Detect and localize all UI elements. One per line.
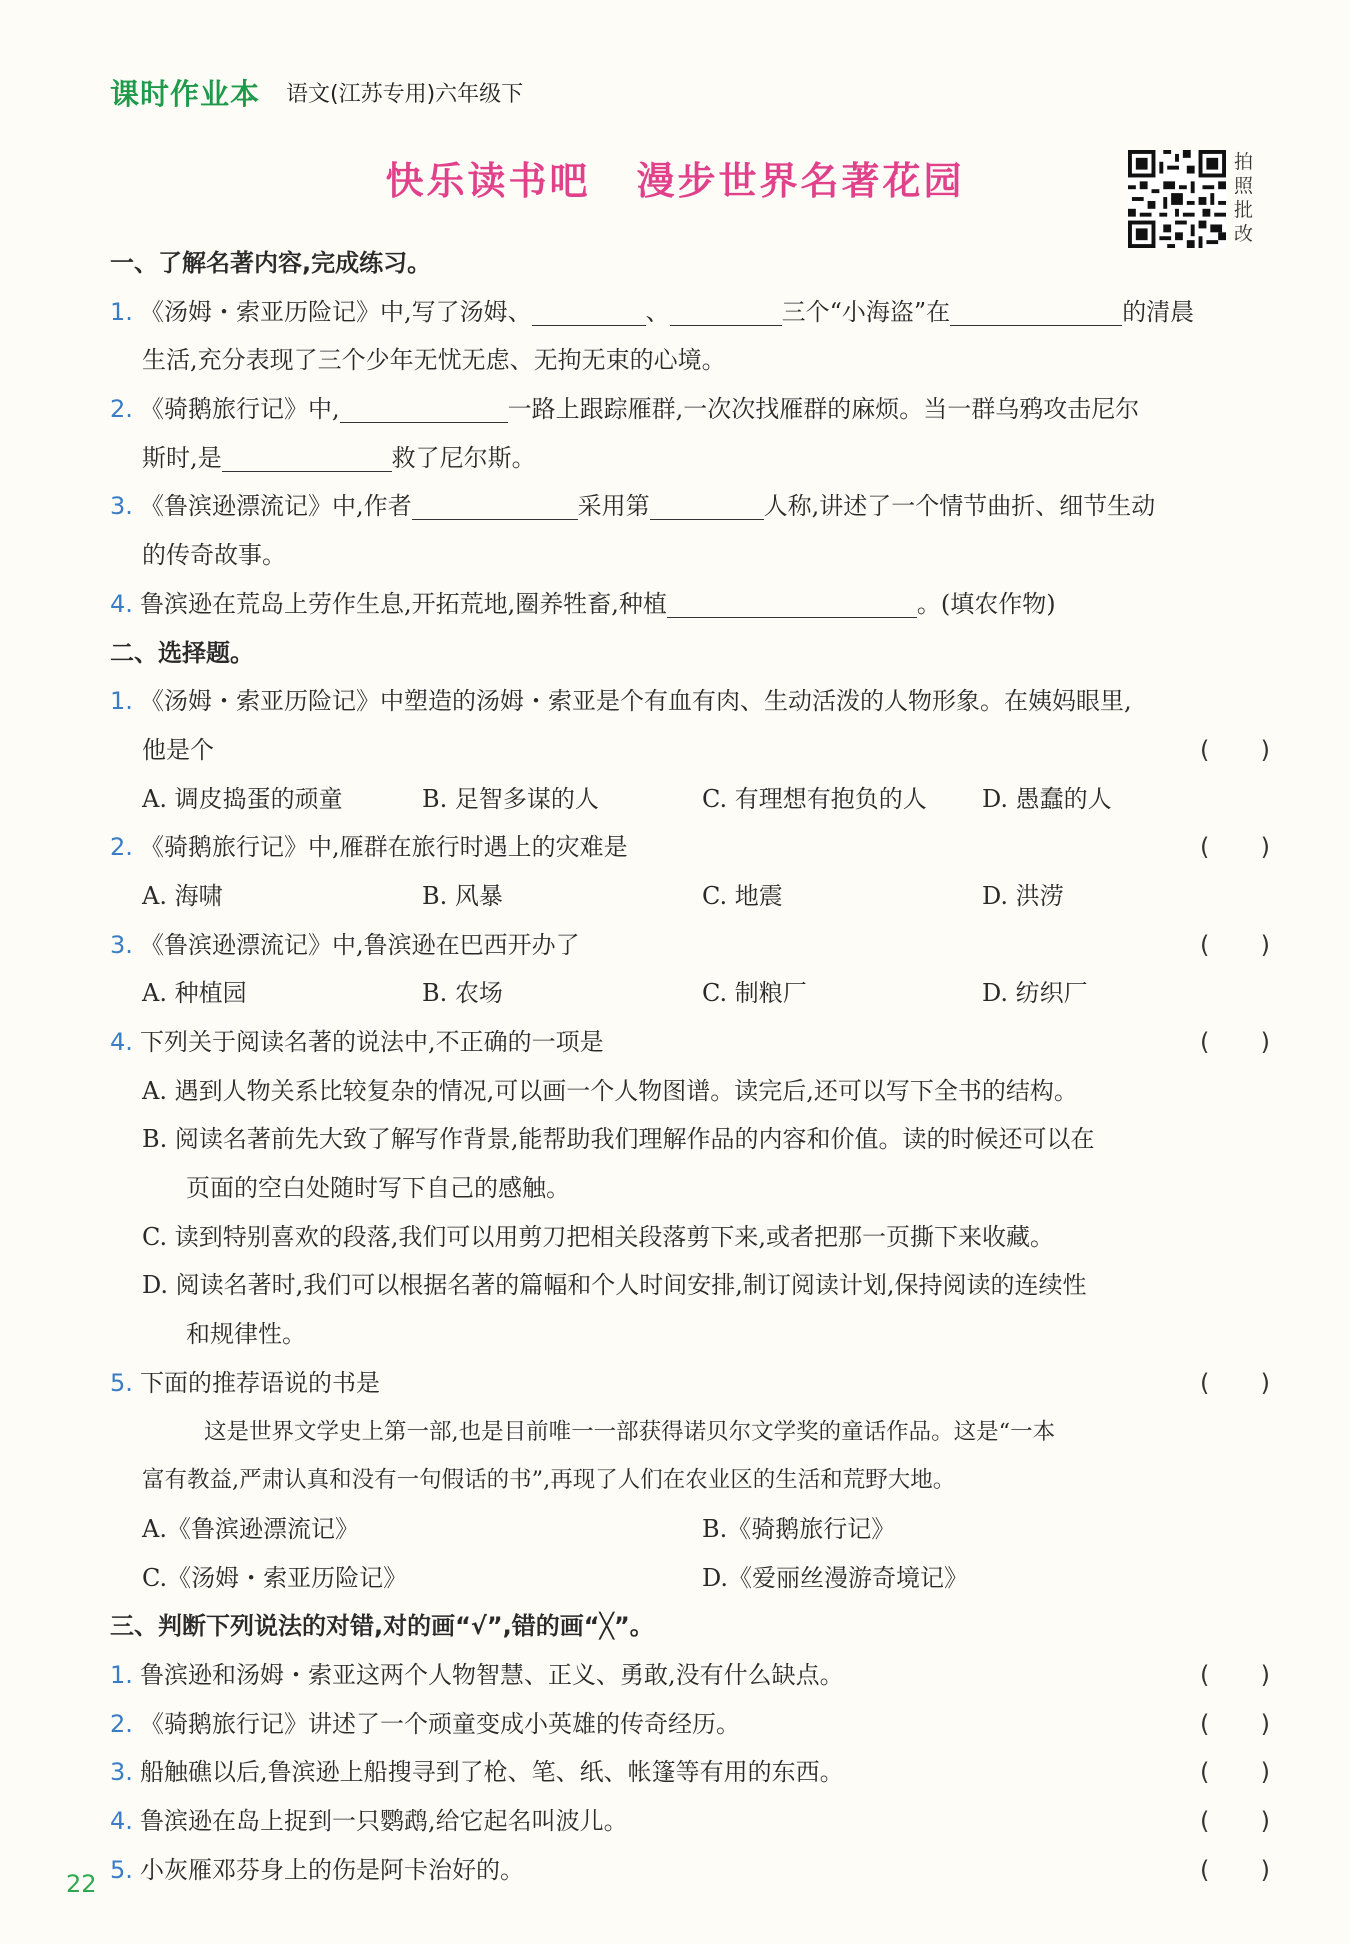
answer-parentheses[interactable]: ( ) — [1200, 1758, 1270, 1787]
recommendation-passage-line1: 这是世界文学史上第一部,也是目前唯一一部获得诺贝尔文学奖的童话作品。这是“一本 — [204, 1418, 1056, 1445]
answer-parentheses[interactable]: ( ) — [1200, 833, 1270, 862]
question-number: 5. — [110, 1855, 133, 1884]
answer-blank[interactable] — [670, 295, 782, 326]
option-a[interactable]: A. 调皮捣蛋的顽童 — [142, 784, 343, 813]
answer-parentheses[interactable]: ( ) — [1200, 1807, 1270, 1835]
question-number: 5. — [110, 1368, 133, 1397]
option-a[interactable]: A. 海啸 — [142, 881, 223, 910]
option-d[interactable]: D.《爱丽丝漫游奇境记》 — [702, 1563, 969, 1592]
s2-q5-options-row2 — [110, 1554, 1270, 1603]
option-d-cont: 和规律性。 — [186, 1320, 306, 1349]
s1-q2-line2: 斯时,是 救了尼尔斯。 — [110, 434, 1270, 483]
answer-parentheses[interactable]: ( ) — [1200, 1028, 1270, 1056]
answer-parentheses[interactable]: ( ) — [1200, 735, 1270, 764]
question-number: 2. — [110, 395, 133, 424]
s3-item-4: 4. 鲁滨逊在岛上捉到一只鹦鹉,给它起名叫波儿。 ( ) — [110, 1797, 1270, 1846]
option-b[interactable]: B. 阅读名著前先大致了解写作背景,能帮助我们理解作品的内容和价值。读的时候还可以在 — [142, 1125, 1095, 1154]
option-b-cont: 页面的空白处随时写下自己的感触。 — [186, 1174, 570, 1203]
option-c[interactable]: C. 制粮厂 — [702, 979, 807, 1008]
s1-q2-line1: 2. 《骑鹅旅行记》中, 一路上跟踪雁群,一次次找雁群的麻烦。当一群乌鸦攻击尼尔 — [110, 385, 1270, 434]
s3-item-5: 5. 小灰雁邓芬身上的伤是阿卡治好的。 ( ) — [110, 1846, 1270, 1895]
s1-q1-line1: 1. 《汤姆・索亚历险记》中,写了汤姆、 、 三个“小海盗”在 的清晨 — [110, 288, 1270, 337]
page-number: 22 — [66, 1870, 97, 1898]
answer-blank[interactable] — [412, 489, 578, 520]
title-part1: 快乐读书吧 — [385, 159, 591, 203]
header — [110, 72, 523, 112]
question-number: 4. — [110, 1028, 133, 1056]
question-number: 1. — [110, 1660, 133, 1689]
answer-blank[interactable] — [222, 441, 392, 472]
answer-blank[interactable] — [667, 587, 917, 618]
question-number: 3. — [110, 930, 133, 959]
option-a[interactable]: A.《鲁滨逊漂流记》 — [142, 1514, 359, 1543]
answer-blank[interactable] — [532, 295, 646, 326]
section-3-heading: 三、判断下列说法的对错,对的画“√”,错的画“╳”。 — [110, 1612, 654, 1641]
option-a[interactable]: A. 种植园 — [142, 979, 247, 1008]
subject-label: 语文(江苏专用)六年级下 — [286, 81, 524, 107]
section-1-heading: 一、了解名著内容,完成练习。 — [110, 249, 432, 277]
s3-item-3: 3. 船触礁以后,鲁滨逊上船搜寻到了枪、笔、纸、帐篷等有用的东西。 ( ) — [110, 1748, 1270, 1797]
worksheet-content — [110, 239, 1270, 1894]
question-number: 4. — [110, 1807, 133, 1835]
qr-code-icon[interactable] — [1128, 150, 1226, 248]
option-b[interactable]: B.《骑鹅旅行记》 — [702, 1514, 896, 1543]
s3-item-1: 1. 鲁滨逊和汤姆・索亚这两个人物智慧、正义、勇敢,没有什么缺点。 ( ) — [110, 1651, 1270, 1700]
question-number: 2. — [110, 833, 133, 862]
option-c[interactable]: C. 地震 — [702, 881, 783, 910]
option-b[interactable]: B. 足智多谋的人 — [422, 784, 599, 813]
answer-blank[interactable] — [340, 392, 508, 423]
s2-q5-options-row1 — [110, 1505, 1270, 1554]
option-d[interactable]: D. 纺织厂 — [982, 979, 1088, 1008]
answer-parentheses[interactable]: ( ) — [1200, 930, 1270, 959]
s2-q1-line1: 1. 《汤姆・索亚历险记》中塑造的汤姆・索亚是个有血有肉、生动活泼的人物形象。在姨妈眼里, — [110, 677, 1270, 726]
option-b[interactable]: B. 风暴 — [422, 881, 503, 910]
option-c[interactable]: C. 有理想有抱负的人 — [702, 784, 927, 813]
question-number: 4. — [110, 589, 133, 618]
s2-q3-line1: 3. 《鲁滨逊漂流记》中,鲁滨逊在巴西开办了 ( ) — [110, 921, 1270, 970]
qr-label: 拍 照 批 改 — [1234, 151, 1254, 245]
question-number: 3. — [110, 492, 133, 521]
answer-parentheses[interactable]: ( ) — [1200, 1660, 1270, 1689]
answer-parentheses[interactable]: ( ) — [1200, 1709, 1270, 1738]
s1-q3-line2: 的传奇故事。 — [142, 541, 286, 570]
question-number: 2. — [110, 1709, 133, 1738]
question-number: 1. — [110, 687, 133, 716]
s2-q4-line1: 4. 下列关于阅读名著的说法中,不正确的一项是 ( ) — [110, 1018, 1270, 1067]
option-d[interactable]: D. 愚蠢的人 — [982, 784, 1112, 813]
s1-q4-line1: 4. 鲁滨逊在荒岛上劳作生息,开拓荒地,圈养牲畜,种植 。(填农作物) — [110, 580, 1270, 629]
option-b[interactable]: B. 农场 — [422, 979, 503, 1008]
option-c[interactable]: C. 读到特别喜欢的段落,我们可以用剪刀把相关段落剪下来,或者把那一页撕下来收藏。 — [142, 1222, 1055, 1251]
s2-q1-line2: 他是个 ( ) — [110, 726, 1270, 775]
option-c[interactable]: C.《汤姆・索亚历险记》 — [142, 1563, 408, 1592]
option-a[interactable]: A. 遇到人物关系比较复杂的情况,可以画一个人物图谱。读完后,还可以写下全书的结构。 — [142, 1076, 1078, 1105]
s1-q3-line1: 3. 《鲁滨逊漂流记》中,作者 采用第 人称,讲述了一个情节曲折、细节生动 — [110, 482, 1270, 531]
s2-q2-line1: 2. 《骑鹅旅行记》中,雁群在旅行时遇上的灾难是 ( ) — [110, 823, 1270, 872]
recommendation-passage-line2: 富有教益,严肃认真和没有一句假话的书”,再现了人们在农业区的生活和荒野大地。 — [142, 1467, 956, 1494]
option-d[interactable]: D. 洪涝 — [982, 881, 1064, 910]
s2-q3-options — [110, 969, 1270, 1018]
question-number: 1. — [110, 297, 133, 326]
title-part2: 漫步世界名著花园 — [636, 159, 965, 203]
answer-blank[interactable] — [650, 489, 764, 520]
s2-q1-options — [110, 775, 1270, 824]
section-2-heading: 二、选择题。 — [110, 638, 254, 667]
option-d[interactable]: D. 阅读名著时,我们可以根据名著的篇幅和个人时间安排,制订阅读计划,保持阅读的连续性 — [142, 1271, 1087, 1300]
s2-q2-options — [110, 872, 1270, 921]
question-number: 3. — [110, 1758, 133, 1787]
brand-title: 课时作业本 — [110, 76, 261, 111]
s3-item-2: 2. 《骑鹅旅行记》讲述了一个顽童变成小英雄的传奇经历。 ( ) — [110, 1700, 1270, 1749]
s1-q1-line2: 生活,充分表现了三个少年无忧无虑、无拘无束的心境。 — [142, 346, 726, 375]
answer-parentheses[interactable]: ( ) — [1200, 1368, 1270, 1397]
answer-parentheses[interactable]: ( ) — [1200, 1855, 1270, 1884]
answer-blank[interactable] — [950, 295, 1122, 326]
s2-q5-line1: 5. 下面的推荐语说的书是 ( ) — [110, 1359, 1270, 1408]
